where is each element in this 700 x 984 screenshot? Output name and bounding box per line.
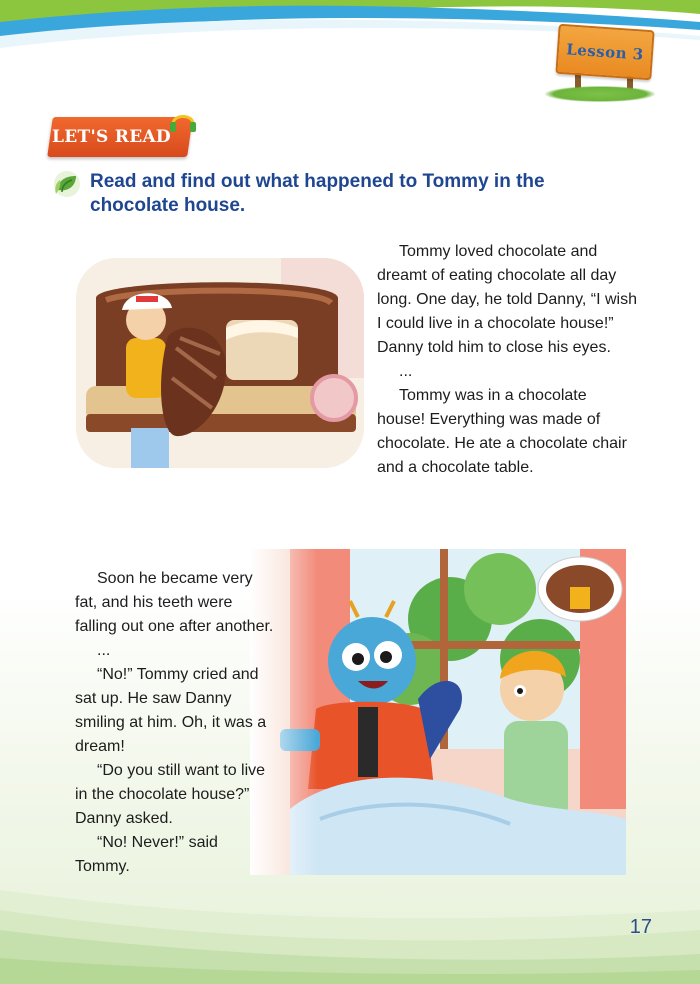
headphones-icon — [168, 106, 198, 136]
page-number: 17 — [629, 916, 652, 938]
story-paragraph: Tommy loved chocolate and dreamt of eating chocolate all day long. One day, he told Danny, “I wish I could live in a chocolate house!” Danny told him to close his eyes. — [377, 243, 637, 356]
story-paragraph: “No! Never!” said Tommy. — [75, 834, 218, 875]
grass-decoration — [545, 86, 655, 102]
lesson-label: Lesson 3 — [565, 40, 645, 64]
story-part2 — [75, 567, 275, 879]
story-paragraph: “Do you still want to live in the chocolate house?” Danny asked. — [75, 762, 266, 827]
leaf-icon — [52, 170, 82, 198]
chocolate-couch-illustration — [76, 258, 364, 468]
story-paragraph: Tommy was in a chocolate house! Everything was made of chocolate. He ate a chocolate chair and a chocolate table. — [377, 387, 627, 476]
instruction-text: Read and find out what happened to Tommy in the chocolate house. — [90, 171, 545, 216]
bedroom-illustration — [250, 549, 626, 875]
story-ellipsis: ... — [97, 642, 111, 659]
bottom-banner — [0, 870, 700, 984]
story-part1 — [377, 240, 637, 480]
lesson-sign — [555, 24, 654, 81]
story-ellipsis: ... — [399, 363, 413, 380]
story-paragraph: “No!” Tommy cried and sat up. He saw Danny smiling at him. Oh, it was a dream! — [75, 666, 267, 755]
story-paragraph: Soon he became very fat, and his teeth were falling out one after another. — [75, 570, 274, 635]
lets-read-label: LET'S READ — [51, 127, 171, 147]
